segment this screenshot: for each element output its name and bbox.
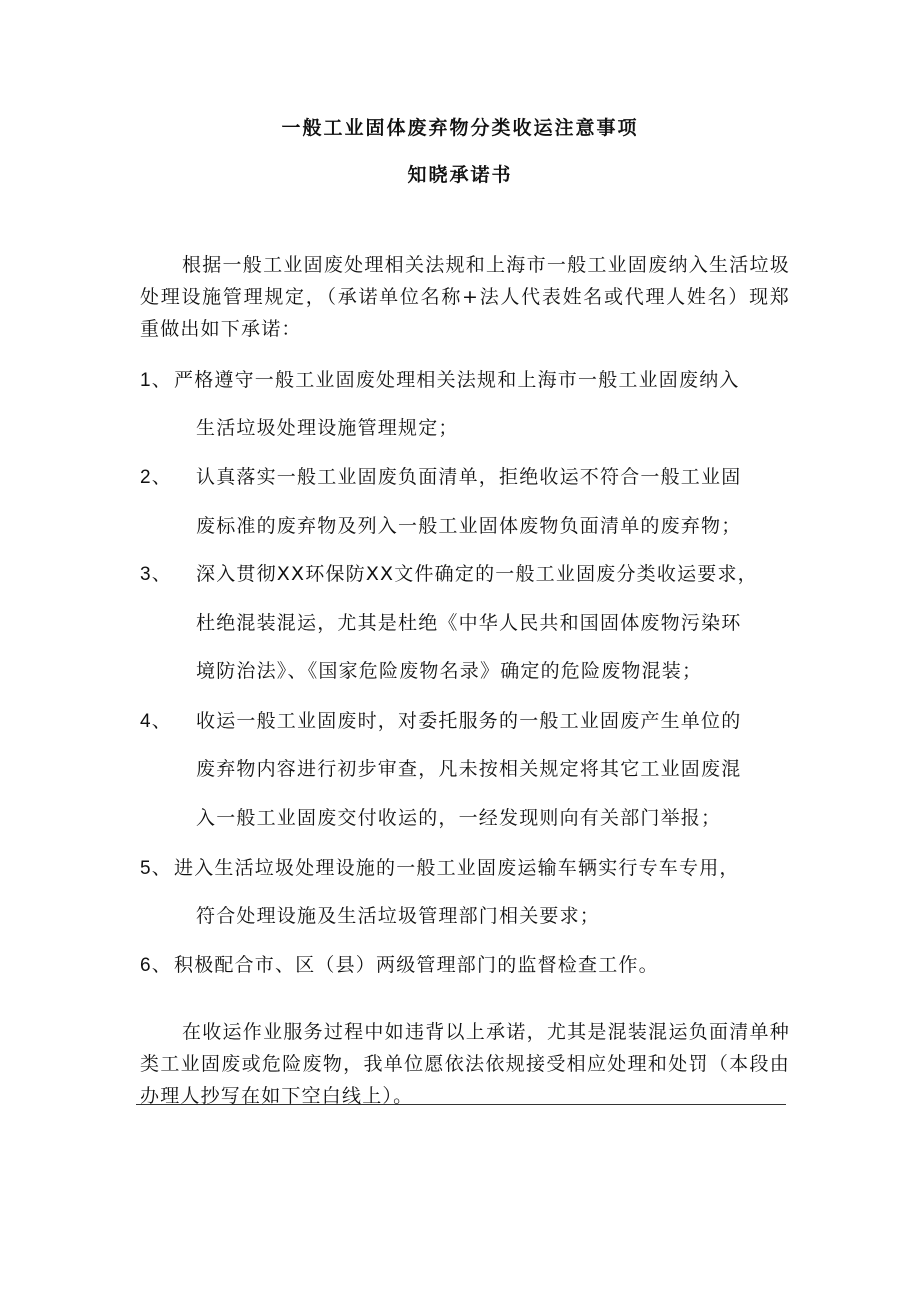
item-number: 3、 (140, 564, 172, 585)
item-line: 收运一般工业固废时，对委托服务的一般工业固废产生单位的 (196, 710, 742, 732)
item-number: 1、 (140, 370, 172, 391)
item-line: 杜绝混装混运，尤其是杜绝《中华人民共和国固体废物污染环 (196, 612, 742, 634)
item-line: 生活垃圾处理设施管理规定； (196, 417, 459, 439)
commitment-item-2 (140, 462, 790, 537)
item-number: 2、 (140, 467, 172, 488)
commitment-item-3 (140, 559, 790, 682)
document-subtitle: 知晓承诺书 (407, 164, 513, 186)
item-line: 废标准的废弃物及列入一般工业固体废物负面清单的废弃物； (196, 515, 742, 537)
closing-paragraph: 在收运作业服务过程中如违背以上承诺，尤其是混装混运负面清单种类工业固废或危险废物，我单位愿依法依规接受相应处理和处罚（本段由办理人抄写在如下空白线上）。 (140, 1021, 790, 1107)
document-title: 一般工业固体废弃物分类收运注意事项 (281, 117, 639, 139)
signature-blank-line[interactable] (136, 1104, 786, 1105)
item-number: 6、 (140, 955, 172, 976)
item-line: 境防治法》、《国家危险废物名录》确定的危险废物混装； (196, 660, 703, 682)
item-line: 深入贯彻XX环保防XX文件确定的一般工业固废分类收运要求， (196, 563, 758, 585)
item-number: 5、 (140, 858, 172, 879)
commitment-item-4 (140, 706, 790, 829)
item-line: 严格遵守一般工业固废处理相关法规和上海市一般工业固废纳入 (174, 369, 740, 391)
item-line: 符合处理设施及生活垃圾管理部门相关要求； (196, 905, 601, 927)
item-line: 进入生活垃圾处理设施的一般工业固废运输车辆实行专车专用， (174, 857, 740, 879)
item-number: 4、 (140, 711, 172, 732)
intro-paragraph: 根据一般工业固废处理相关法规和上海市一般工业固废纳入生活垃圾处理设施管理规定，（承诺单位名称+法人代表姓名或代理人姓名）现郑重做出如下承诺： (140, 254, 790, 340)
item-line: 入一般工业固废交付收运的，一经发现则向有关部门举报； (196, 807, 722, 829)
commitment-item-5 (140, 853, 790, 927)
item-line: 废弃物内容进行初步审查，凡未按相关规定将其它工业固废混 (196, 758, 742, 780)
item-line: 积极配合市、区（县）两级管理部门的监督检查工作。 (174, 954, 659, 976)
item-line: 认真落实一般工业固废负面清单，拒绝收运不符合一般工业固 (196, 466, 742, 488)
commitment-item-6 (140, 950, 790, 980)
commitment-item-1 (140, 365, 790, 439)
